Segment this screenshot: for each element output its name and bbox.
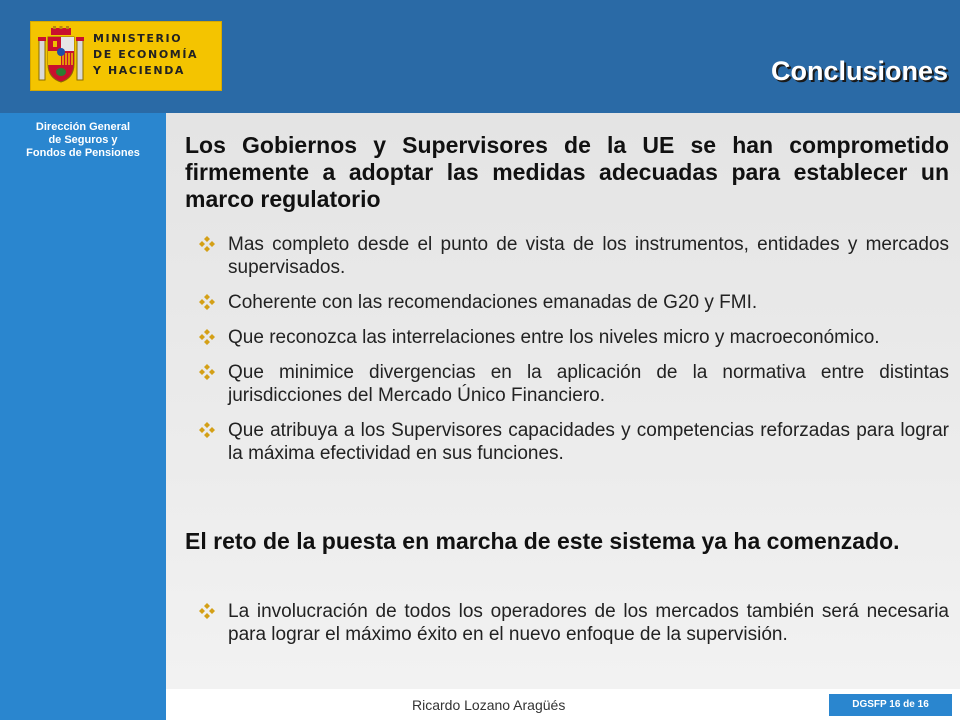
header-band (0, 0, 960, 113)
author-name: Ricardo Lozano Aragüés (412, 697, 566, 713)
list-item (185, 326, 949, 349)
four-diamond-bullet-icon (199, 422, 215, 438)
bullet-list (185, 233, 949, 477)
four-diamond-bullet-icon (199, 236, 215, 252)
list-item-text: Coherente con las recomendaciones emanadas de G20 y FMI. (228, 292, 758, 313)
list-item (185, 600, 949, 646)
page-number-badge: DGSFP 16 de 16 (829, 694, 952, 716)
list-item-text: Que minimice divergencias en la aplicación de la normativa entre distintas jurisdicciones del Mercado Único Financiero. (228, 362, 949, 406)
slide-title: Conclusiones (770, 56, 948, 86)
ministry-logo (30, 21, 222, 91)
list-item-text: Que atribuya a los Supervisores capacidades y competencias reforzadas para lograr la máxima efectividad en sus funciones. (228, 420, 949, 464)
list-item (185, 233, 949, 279)
four-diamond-bullet-icon (199, 364, 215, 380)
org-line: Dirección General (35, 121, 131, 133)
list-item (185, 419, 949, 465)
four-diamond-bullet-icon (199, 603, 215, 619)
ministry-line: MINISTERIO (93, 32, 183, 45)
bullet-list (185, 600, 949, 658)
lead-paragraph: Los Gobiernos y Supervisores de la UE se han comprometido firmemente a adoptar las medidas adecuadas para establecer un marco regulatorio (185, 132, 949, 212)
org-line: de Seguros y (48, 134, 118, 146)
list-item-text: Mas completo desde el punto de vista de los instrumentos, entidades y mercados supervisados. (228, 234, 949, 278)
ministry-name (93, 31, 198, 79)
list-item-text: Que reconozca las interrelaciones entre los niveles micro y macroeconómico. (228, 327, 880, 348)
footer (166, 689, 960, 720)
ministry-line: Y HACIENDA (93, 64, 186, 77)
list-item-text: La involucración de todos los operadores de los mercados también será necesaria para lograr el máximo éxito en el nuevo enfoque de la supervisión. (228, 601, 949, 645)
org-line: Fondos de Pensiones (26, 147, 140, 159)
lead-paragraph: El reto de la puesta en marcha de este sistema ya ha comenzado. (185, 528, 900, 554)
list-item (185, 291, 949, 314)
list-item (185, 361, 949, 407)
slide-body (166, 113, 960, 689)
ministry-line: DE ECONOMÍA (93, 48, 199, 61)
coat-of-arms-icon (37, 26, 85, 86)
sidebar (0, 113, 166, 720)
four-diamond-bullet-icon (199, 329, 215, 345)
four-diamond-bullet-icon (199, 294, 215, 310)
organization-label (0, 121, 166, 160)
